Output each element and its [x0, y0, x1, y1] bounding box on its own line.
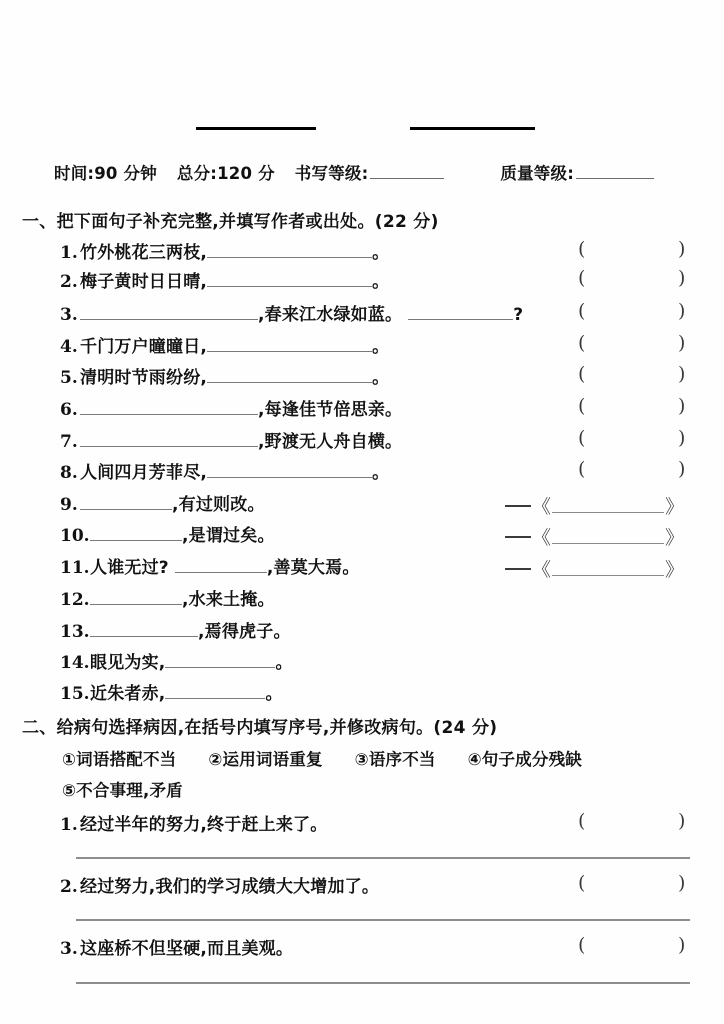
source-field-10	[505, 523, 684, 550]
paren-right: )	[678, 363, 686, 385]
question-row-15	[60, 679, 710, 709]
paren-right: )	[678, 427, 686, 449]
bracket-open: 《	[532, 559, 552, 581]
answer-blank[interactable]	[207, 366, 372, 383]
time-label: 时间:90 分钟	[54, 164, 157, 183]
option-1[interactable]: ①词语搭配不当	[62, 750, 177, 769]
paren-right: )	[678, 395, 686, 417]
correction-line-2[interactable]	[76, 919, 690, 921]
question-row-12	[60, 585, 710, 615]
option-5[interactable]: ⑤不合事理,矛盾	[62, 781, 183, 800]
answer-blank[interactable]	[80, 303, 258, 320]
answer-blank[interactable]	[207, 270, 372, 287]
question-text-after: ,是谓过矣。	[182, 526, 275, 546]
question-text-after: 。	[372, 243, 390, 263]
question-text-after: ,善莫大焉。	[266, 558, 360, 578]
question-text-before: 梅子黄时日日晴,	[80, 272, 208, 292]
paren-right: )	[678, 238, 686, 260]
question-text-before: 人谁无过?	[90, 558, 169, 578]
quality-grade-label: 质量等级:	[500, 164, 575, 183]
question-number: 1.	[60, 243, 78, 263]
question-text-before: 清明时节雨纷纷,	[80, 368, 208, 388]
answer-blank[interactable]	[207, 335, 372, 352]
source-field-9	[505, 492, 684, 519]
em-dash-icon	[505, 505, 531, 507]
paren-left: (	[578, 458, 586, 480]
section-2-heading: 二、给病句选择病因,在括号内填写序号,并修改病句。(24 分)	[22, 718, 498, 738]
sentence-number: 2.	[60, 877, 78, 897]
question-text-before: 眼见为实,	[90, 653, 166, 673]
quality-grade-field	[500, 160, 654, 184]
source-blank[interactable]	[552, 529, 664, 544]
source-blank[interactable]	[552, 561, 664, 576]
question-text-after: ,有过则改。	[172, 495, 265, 515]
bad-sentence-row-1	[60, 810, 710, 838]
answer-blank[interactable]	[80, 493, 172, 510]
paren-left: (	[578, 872, 586, 894]
bracket-close: 》	[665, 527, 685, 549]
question-number: 6.	[60, 400, 78, 420]
paren-right: )	[678, 934, 686, 956]
question-row-4	[60, 332, 710, 362]
header-blank-rule-2[interactable]	[410, 127, 535, 130]
total-score-label: 总分:120 分	[176, 164, 275, 183]
error-type-options-row-2	[62, 777, 209, 801]
bracket-open: 《	[532, 527, 552, 549]
paren-right: )	[678, 267, 686, 289]
writing-grade-blank[interactable]	[370, 163, 444, 179]
question-text-before: 千门万户曈曈日,	[80, 337, 208, 357]
writing-grade-field	[295, 160, 445, 184]
answer-blank[interactable]	[80, 430, 258, 447]
paren-left: (	[578, 238, 586, 260]
source-field-11	[505, 555, 684, 582]
question-text-after: ,焉得虎子。	[198, 622, 291, 642]
answer-blank[interactable]	[80, 398, 258, 415]
question-text-after: ,野渡无人舟自横。	[258, 432, 403, 452]
question-row-8	[60, 458, 710, 488]
option-2[interactable]: ②运用词语重复	[208, 750, 323, 769]
question-number: 3.	[60, 305, 78, 325]
header-blank-rules	[0, 120, 724, 136]
answer-blank[interactable]	[90, 588, 182, 605]
question-text-before: 人间四月芳菲尽,	[80, 463, 208, 483]
question-tail: ?	[513, 305, 524, 325]
answer-blank[interactable]	[165, 682, 265, 699]
section-1-heading: 一、把下面句子补充完整,并填写作者或出处。(22 分)	[22, 212, 439, 232]
question-number: 2.	[60, 272, 78, 292]
question-number: 9.	[60, 495, 78, 515]
bracket-close: 》	[665, 559, 685, 581]
em-dash-icon	[505, 536, 531, 538]
question-row-14	[60, 648, 710, 678]
question-number: 8.	[60, 463, 78, 483]
source-blank[interactable]	[552, 498, 664, 513]
paren-right: )	[678, 458, 686, 480]
bad-sentence-row-2	[60, 872, 710, 900]
paren-left: (	[578, 934, 586, 956]
answer-blank[interactable]	[90, 620, 198, 637]
question-text-before: 近朱者赤,	[90, 684, 166, 704]
correction-line-3[interactable]	[76, 982, 690, 984]
question-number: 13.	[60, 622, 90, 642]
paren-left: (	[578, 300, 586, 322]
paren-right: )	[678, 872, 686, 894]
question-row-7	[60, 427, 710, 457]
question-number: 5.	[60, 368, 78, 388]
answer-blank-secondary[interactable]	[408, 303, 513, 320]
question-row-1	[60, 238, 710, 268]
paren-right: )	[678, 300, 686, 322]
question-text-after: 。	[372, 272, 390, 292]
question-row-5	[60, 363, 710, 393]
question-number: 4.	[60, 337, 78, 357]
question-row-6	[60, 395, 710, 425]
paren-right: )	[678, 810, 686, 832]
paren-left: (	[578, 332, 586, 354]
question-text-after: 。	[372, 337, 390, 357]
sentence-number: 1.	[60, 815, 78, 835]
paren-left: (	[578, 363, 586, 385]
question-row-3	[60, 300, 710, 330]
question-number: 15.	[60, 684, 90, 704]
header-blank-rule-1[interactable]	[196, 127, 316, 130]
bracket-open: 《	[532, 496, 552, 518]
paren-right: )	[678, 332, 686, 354]
question-text-after: 。	[265, 684, 283, 704]
question-row-13	[60, 617, 710, 647]
question-text-after: ,水来土掩。	[182, 590, 275, 610]
quality-grade-blank[interactable]	[576, 163, 654, 179]
option-4[interactable]: ④句子成分残缺	[467, 750, 582, 769]
sentence-text: 经过努力,我们的学习成绩大大增加了。	[80, 877, 380, 897]
question-number: 10.	[60, 526, 90, 546]
bad-sentence-row-3	[60, 934, 710, 962]
em-dash-icon	[505, 568, 531, 570]
exam-info-line	[54, 160, 694, 186]
sentence-text: 这座桥不但坚硬,而且美观。	[80, 939, 294, 959]
paren-left: (	[578, 267, 586, 289]
answer-blank[interactable]	[90, 524, 182, 541]
question-text-after: 。	[372, 368, 390, 388]
answer-blank[interactable]	[207, 461, 372, 478]
question-text-after: ,春来江水绿如蓝。	[258, 305, 403, 325]
paren-left: (	[578, 810, 586, 832]
correction-line-1[interactable]	[76, 857, 690, 859]
answer-blank[interactable]	[165, 651, 275, 668]
answer-blank[interactable]	[207, 241, 372, 258]
question-row-2	[60, 267, 710, 297]
question-text-before: 竹外桃花三两枝,	[80, 243, 208, 263]
paren-left: (	[578, 427, 586, 449]
question-text-after: ,每逢佳节倍思亲。	[258, 400, 403, 420]
writing-grade-label: 书写等级:	[294, 164, 369, 183]
sentence-text: 经过半年的努力,终于赶上来了。	[80, 815, 328, 835]
bracket-close: 》	[665, 496, 685, 518]
question-number: 7.	[60, 432, 78, 452]
option-3[interactable]: ③语序不当	[354, 750, 436, 769]
answer-blank[interactable]	[175, 556, 267, 573]
question-number: 14.	[60, 653, 90, 673]
paren-left: (	[578, 395, 586, 417]
question-number: 12.	[60, 590, 90, 610]
question-number: 11.	[60, 558, 90, 578]
error-type-options-row-1	[62, 746, 608, 770]
question-text-after: 。	[372, 463, 390, 483]
question-text-after: 。	[275, 653, 293, 673]
sentence-number: 3.	[60, 939, 78, 959]
